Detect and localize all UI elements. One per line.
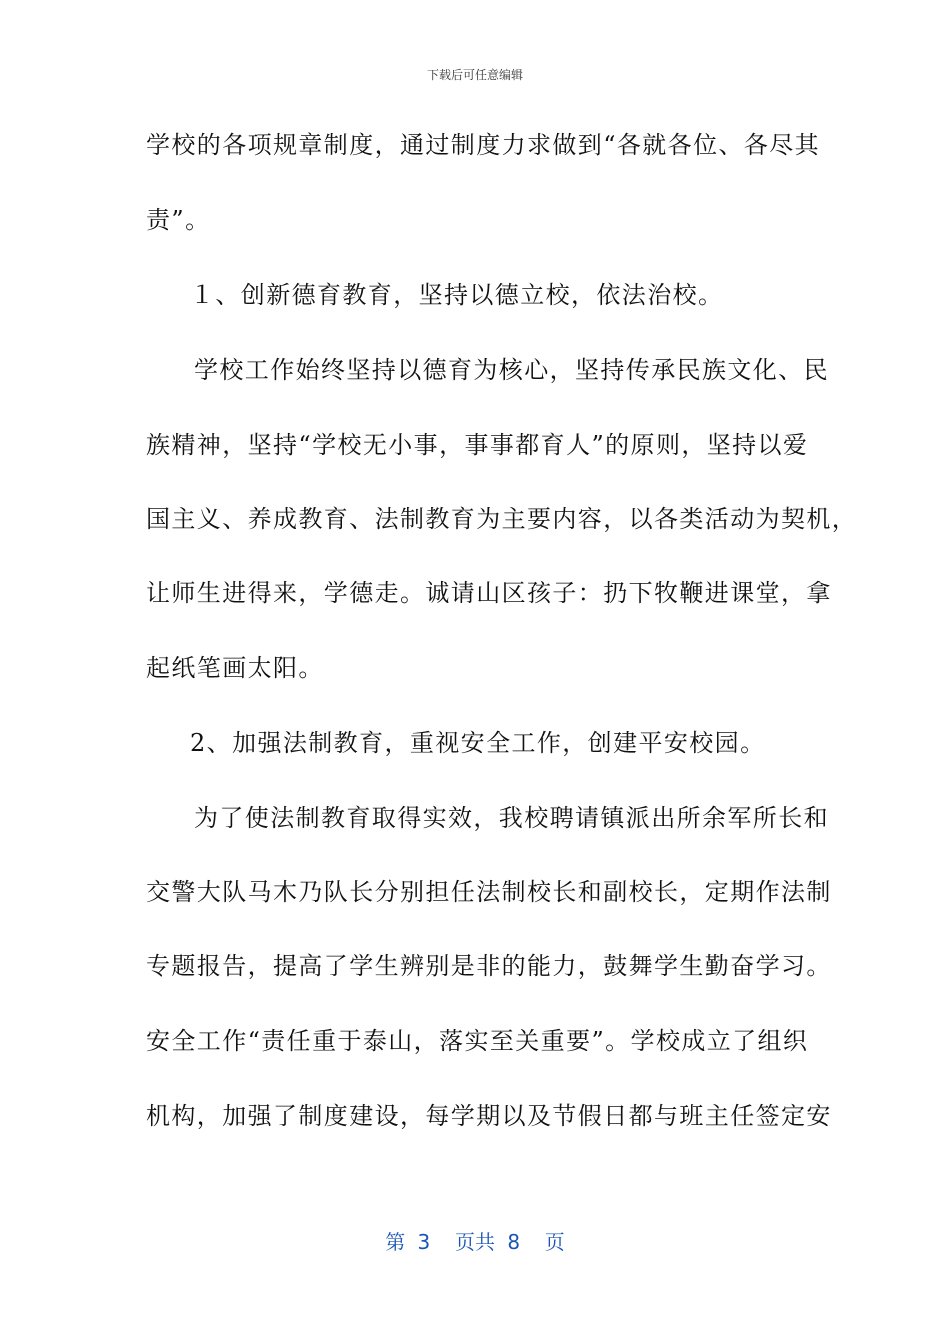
text-line-12: 专题报告，提高了学生辨别是非的能力，鼓舞学生勤奋学习。	[146, 952, 832, 980]
text-line-13: 安全工作“责任重于泰山，落实至关重要”。学校成立了组织	[146, 1027, 809, 1055]
text-line-11: 交警大队马木乃队长分别担任法制校长和副校长，定期作法制	[146, 878, 832, 906]
text-line-5: 族精神，坚持“学校无小事，事事都育人”的原则，坚持以爱	[146, 431, 809, 459]
text-line-10: 为了使法制教育取得实效，我校聘请镇派出所余军所长和	[194, 804, 829, 832]
text-line-6: 国主义、养成教育、法制教育为主要内容，以各类活动为契机，	[146, 505, 858, 533]
text-line-14: 机构，加强了制度建设，每学期以及节假日都与班主任签定安	[146, 1102, 832, 1130]
text-line-4: 学校工作始终坚持以德育为核心，坚持传承民族文化、民	[194, 356, 829, 384]
text-line-8: 起纸笔画太阳。	[146, 654, 324, 682]
page-number-text: 第 3 页共 8 页	[385, 1230, 565, 1254]
text-line-1: 学校的各项规章制度，通过制度力求做到“各就各位、各尽其	[146, 131, 821, 159]
text-line-7: 让师生进得来，学德走。诚请山区孩子：扔下牧鞭进课堂，拿	[146, 579, 832, 607]
section-heading-1: １、创新德育教育，坚持以德立校，依法治校。	[190, 281, 724, 309]
text-line-2: 责”。	[146, 206, 211, 234]
section-heading-2: 2、加强法制教育，重视安全工作，创建平安校园。	[190, 729, 766, 757]
page-footer	[0, 1226, 950, 1255]
page-header-note: 下载后可任意编辑	[426, 68, 523, 82]
